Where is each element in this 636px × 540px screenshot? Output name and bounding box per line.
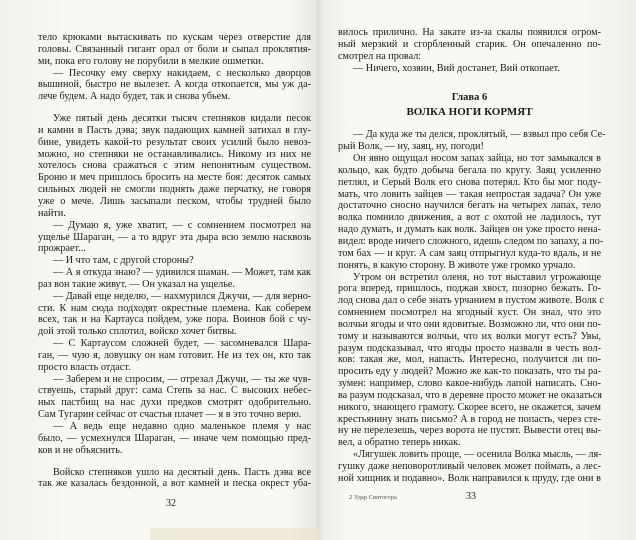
paragraph (38, 267, 311, 291)
section-break (38, 457, 311, 467)
paragraph (38, 255, 311, 267)
text-line: Войско степняков ушло на десятый день. Пасть дэва все (53, 466, 311, 478)
text-line: вел, а обратно теперь никак. (338, 437, 461, 449)
text-line: ствуешь, старый друг: сама Степь за нас. С высоких небес- (38, 385, 311, 397)
text-line: дой этой только сплотил, войско хочет битвы. (38, 326, 237, 338)
paragraph (38, 338, 311, 374)
right-page (338, 27, 606, 485)
text-line: головы. Связанный гигант орал от боли и сыпал проклятия- (38, 43, 311, 55)
paragraph (38, 374, 311, 421)
text-line: петлял, и Серый Волк его снова потерял. Кто бы мог поду- (338, 176, 601, 188)
text-line: Броню и меч пришлось бросить на месте боя: десяток самых (38, 172, 311, 184)
text-line: ков и не объяснить. (38, 444, 123, 456)
text-line: уже о мече. Лишь засыпали песком, чтобы трудней было (38, 195, 311, 207)
text-line: — Ничего, хозяин, Вий достанет, Вий откопает. (353, 62, 560, 74)
text-line: вышиной, быстро не вылезет. А когда откопается, мы уж да- (38, 79, 311, 91)
paragraph (338, 449, 601, 485)
text-line: смотрел на провал: (338, 50, 422, 62)
left-page (38, 32, 311, 490)
text-line: рый Волк, — ну, заяц, ну, погоди! (338, 141, 484, 153)
text-line: видел: вроде ничего сложного, идешь следом по запаху, а по- (338, 235, 604, 247)
text-line: рога вперед, пришлось, поджав хвост, позорно бежать. Го- (338, 283, 601, 295)
text-line: ущелье Шараган, — а то вдруг эта дыра всю землю насквозь (38, 231, 311, 243)
text-line: зумен: например, слово какое-нибудь лапой написать. Сно- (338, 378, 601, 390)
text-line: Уже пятый день десятки тысяч степняков кидали песок (53, 113, 311, 125)
text-line: вилось прилично. На закате из-за скалы появился огром- (338, 27, 601, 38)
text-line: сильных людей не смогли поднять даже перчатку, не говоря (38, 184, 311, 196)
text-line: Сам Тугарин сейчас от счастья плачет — я в это точно верю. (38, 409, 302, 421)
chapter-title: ВОЛКА НОГИ КОРМЯТ (406, 106, 533, 119)
paragraph (38, 113, 311, 220)
text-line: Утром он встретил оленя, но тот выставил угрожающе (353, 271, 601, 283)
chapter-number: Глава 6 (451, 92, 488, 104)
text-line: найти. (38, 207, 66, 219)
text-line: кольцо, как будто добыча бегала по кругу. Заяц усиленно (338, 164, 601, 176)
text-line: — Думаю я, уже хватит, — с сомнением посмотрел на (53, 219, 311, 231)
text-line: всех, так и на Картауса пойдем, уже пора. Воинов бой с чу- (38, 314, 311, 326)
paragraph (338, 153, 604, 271)
paragraph (38, 220, 311, 256)
text-line: так же казалась бездонной, а вот камней и песка окрест уба- (38, 478, 311, 490)
text-line: и камни в Пасть дэва; звук падающих камней затихал в глу- (38, 124, 311, 136)
text-line: лод снова дал о себе знать урчанием в пустом животе. Волк с (338, 295, 604, 307)
text-line: раз вон такие живут. — Он указал на ущелье. (38, 278, 235, 290)
text-line: — А я откуда знаю? — удивился шаман. — Может, там как (53, 267, 311, 279)
page-edge-shadow (150, 528, 320, 540)
text-line: — Заберем и не спросим, — отрезал Джучи, — ты же чув- (53, 373, 311, 385)
text-line: ков: такая же, мол, напасть. Интересно, получится ли по- (338, 354, 601, 366)
paragraph (38, 32, 311, 68)
text-line: достаточно сносно научился бегать на четырех лапах, тело (338, 200, 601, 212)
text-line: ной хищник и подавно». Волк направился к пруду, где они в (338, 472, 601, 484)
text-line: ми, пока его голову не порубили в мелкие ошметки. (38, 55, 264, 67)
text-line: — С Картаусом сложней будет, — засомневался Шара- (53, 338, 311, 350)
text-line: — Песочку ему сверху накидаем, с несколько дворцов (53, 67, 311, 79)
section-break (38, 103, 311, 113)
text-line: бине, увидеть какой-то результат своих усилий было невоз- (38, 136, 311, 148)
text-line: — Да куда же ты делся, проклятый, — взвыл про себя Се- (353, 129, 606, 141)
chapter-heading (338, 91, 601, 119)
paragraph (38, 467, 311, 491)
paragraph (338, 129, 606, 153)
text-line: никого, знающего грамоту. Скорее всего, не окажется, зачем (338, 401, 601, 413)
paragraph (338, 27, 601, 63)
text-line: разум подсказывал, что ягоды просто назвали в честь вол- (338, 342, 601, 354)
text-line: крестьянину знать письмо? А в город не попасть, через сте- (338, 413, 601, 425)
text-line: было, — усмехнулся Шараган, — иначе чем помощью пред- (38, 432, 311, 444)
paragraph (338, 271, 604, 450)
text-line: прожрает... (38, 243, 86, 255)
text-line: тому и называются волчьи, что их волки могут есть? Увы, (338, 330, 601, 342)
text-line: волка помнило движения, а вот с охотой не ладилось, тут (338, 212, 601, 224)
text-line: ну не перелезешь, через ворота не пустят. Вывести отец вы- (338, 425, 601, 437)
text-line: Он явно ощущал носом запах зайца, но тот замыкался в (353, 153, 601, 165)
text-line: можно, но степняки не останавливались. Никому из них не (38, 148, 311, 160)
paragraph (338, 63, 601, 75)
text-line: ган, — чую я, ловушку он нам готовит. Не из тех он, кто так (38, 349, 311, 361)
text-line: мать, что ловить зайцев — такая непростая задача? Он уже (338, 188, 601, 200)
text-line: — А ведь еще недавно одно маленькое племя у нас (53, 421, 311, 432)
paragraph (38, 291, 311, 338)
text-line: волчьи ягоды и что они ядовитые. Возможно ли, что они по- (338, 318, 601, 330)
text-line: ный мерзкий и сгорбленный старик. Он опечаленно по- (338, 38, 601, 50)
text-line: «Лягушек ловить проще, — осенила Волка мысль, — ля- (353, 449, 602, 461)
text-line: сти. К нам сюда подходят окрестные племена. Как соберем (38, 302, 311, 314)
text-line: просить еду у людей? Можно же как-то показать, что ты ра- (338, 366, 601, 378)
page-number: 32 (166, 498, 176, 509)
text-line: гушку даже неповоротливый человек может поймать, а лес- (338, 461, 601, 472)
text-line: тело крюками вытаскивать по кускам через отверстие для (38, 32, 311, 43)
text-line: понять, в какую сторону. В животе уже громко урчало. (338, 259, 576, 271)
text-line: том бах — и круг. А сам заяц отпрыгнул куда-то вдаль, и не (338, 247, 601, 259)
text-line: лече будем. А надо будет, так и снова убьем. (38, 91, 231, 103)
text-line: сомнением посмотрел на ягодный куст. Он знал, что это (338, 307, 601, 319)
page-number: 33 (466, 491, 476, 502)
text-line: надо думать, и думать как волк. Зайцев он уже просто нена- (338, 224, 601, 236)
paragraph (38, 421, 311, 457)
paragraph (38, 68, 311, 104)
text-line: — И что там, с другой стороны? (53, 255, 194, 267)
text-line: ных пастбищ на нас духи предков смотрят одобрительно. (38, 397, 311, 409)
signature-mark: 2 Удар Святогора (349, 494, 397, 501)
text-line: просто власть отдаст. (38, 361, 131, 373)
text-line: ва разум подсказал, что в деревне просто может не оказаться (338, 389, 602, 401)
text-line: — Давай еще неделю, — нахмурился Джучи, — для верно- (53, 290, 312, 302)
text-line: хотелось снова сражаться с этим непонятным существом. (38, 160, 311, 172)
